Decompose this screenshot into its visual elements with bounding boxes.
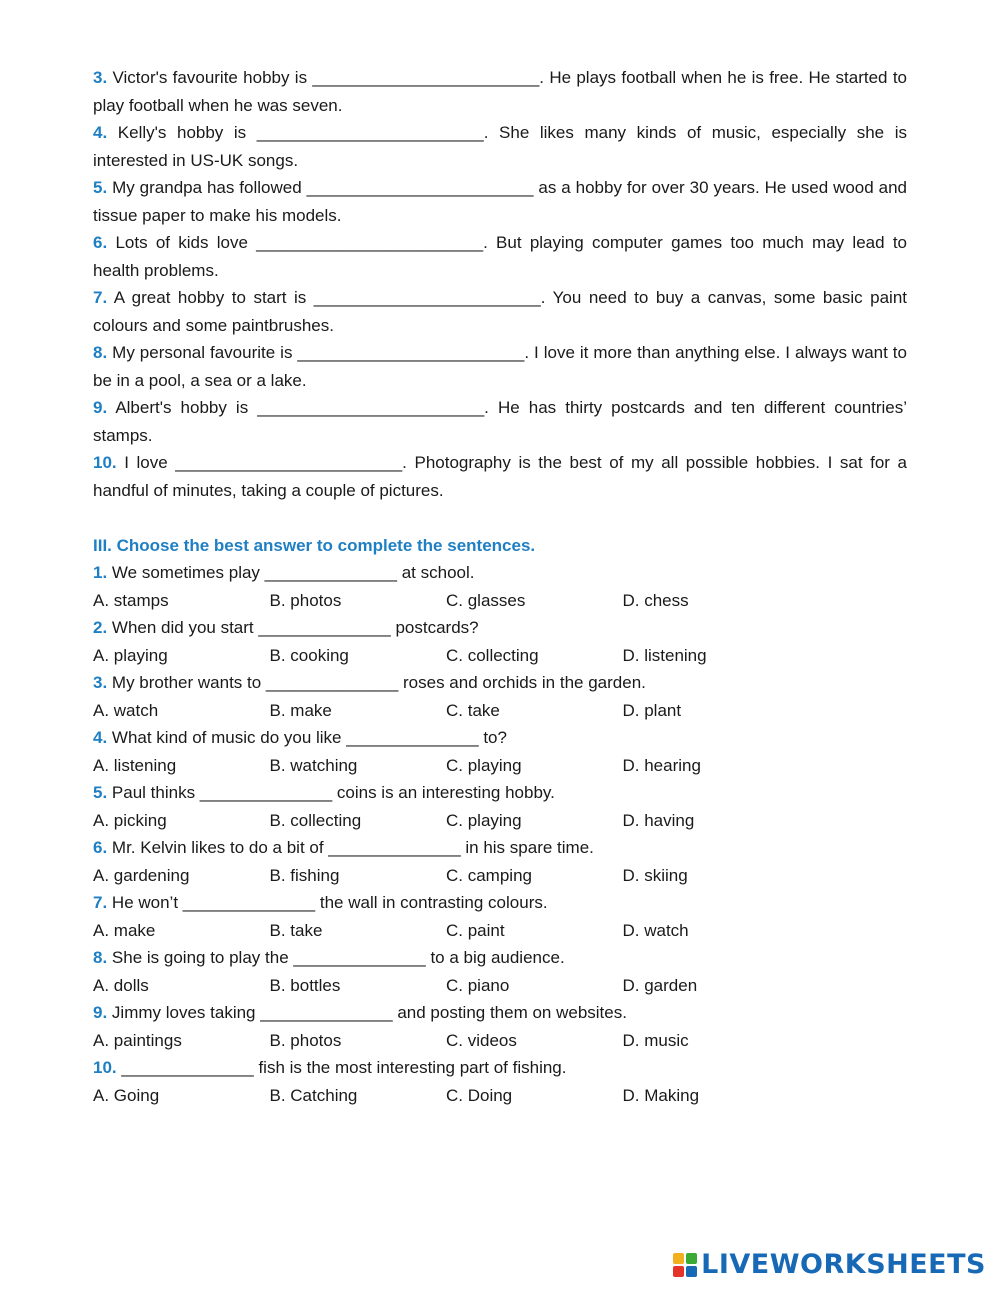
option-a: A. paintings bbox=[93, 1030, 182, 1050]
item-text: My grandpa has followed ________________________ as a hobby for over 30 years. He used wood and tissue paper to make his models. bbox=[93, 178, 907, 225]
answer-options bbox=[93, 587, 907, 615]
item-text: Lots of kids love ________________________. But playing computer games too much may lead to health problems. bbox=[93, 233, 907, 280]
option-c: C. playing bbox=[446, 755, 522, 775]
exercise-item bbox=[93, 119, 907, 174]
question bbox=[93, 889, 907, 917]
logo-text: LIVEWORKSHEETS bbox=[701, 1249, 986, 1280]
option-a: A. dolls bbox=[93, 975, 149, 995]
section-heading: III. Choose the best answer to complete the sentences. bbox=[93, 535, 536, 555]
answer-options bbox=[93, 807, 907, 835]
option-c: C. take bbox=[446, 700, 500, 720]
question bbox=[93, 669, 907, 697]
option-d: D. Making bbox=[622, 1085, 700, 1105]
option-d: D. chess bbox=[622, 590, 689, 610]
item-number: 6. bbox=[93, 233, 108, 252]
question-number: 1. bbox=[93, 563, 108, 582]
answer-options bbox=[93, 862, 907, 890]
question bbox=[93, 614, 907, 642]
answer-options bbox=[93, 697, 907, 725]
question-block bbox=[93, 834, 907, 889]
option-d: D. listening bbox=[622, 645, 707, 665]
logo-square-red bbox=[673, 1266, 684, 1277]
item-text: Albert's hobby is ________________________. He has thirty postcards and ten different countries’ stamps. bbox=[93, 398, 907, 445]
question-block bbox=[93, 724, 907, 779]
exercise-item bbox=[93, 174, 907, 229]
option-c: C. Doing bbox=[446, 1085, 513, 1105]
question-block bbox=[93, 779, 907, 834]
answer-options bbox=[93, 642, 907, 670]
item-text: Kelly's hobby is ________________________. She likes many kinds of music, especially she is interested in US-UK songs. bbox=[93, 123, 907, 170]
question bbox=[93, 559, 907, 587]
exercise-item bbox=[93, 284, 907, 339]
liveworksheets-logo[interactable] bbox=[673, 1249, 986, 1280]
option-a: A. listening bbox=[93, 755, 177, 775]
exercise-item bbox=[93, 64, 907, 119]
item-text: My personal favourite is ________________________. I love it more than anything else. I always want to be in a pool, a sea or a lake. bbox=[93, 343, 907, 390]
logo-square-green bbox=[686, 1253, 697, 1264]
option-c: C. collecting bbox=[446, 645, 539, 665]
question-block bbox=[93, 999, 907, 1054]
question-number: 2. bbox=[93, 618, 108, 637]
question-text: ______________ fish is the most interesting part of fishing. bbox=[116, 1058, 567, 1077]
option-b: B. bottles bbox=[269, 975, 341, 995]
logo-square-yellow bbox=[673, 1253, 684, 1264]
item-number: 5. bbox=[93, 178, 108, 197]
question bbox=[93, 999, 907, 1027]
question-number: 8. bbox=[93, 948, 108, 967]
option-b: B. photos bbox=[269, 1030, 342, 1050]
question-number: 9. bbox=[93, 1003, 108, 1022]
exercise-item bbox=[93, 394, 907, 449]
option-b: B. Catching bbox=[269, 1085, 358, 1105]
question-text: Paul thinks ______________ coins is an interesting hobby. bbox=[107, 783, 555, 802]
question-number: 3. bbox=[93, 673, 108, 692]
item-number: 7. bbox=[93, 288, 108, 307]
question-text: My brother wants to ______________ roses and orchids in the garden. bbox=[107, 673, 646, 692]
item-number: 3. bbox=[93, 68, 108, 87]
question-block bbox=[93, 944, 907, 999]
question-text: Mr. Kelvin likes to do a bit of ______________ in his spare time. bbox=[107, 838, 594, 857]
option-d: D. garden bbox=[622, 975, 698, 995]
question bbox=[93, 779, 907, 807]
answer-options bbox=[93, 752, 907, 780]
question-block bbox=[93, 614, 907, 669]
option-d: D. music bbox=[622, 1030, 689, 1050]
question-text: What kind of music do you like ______________ to? bbox=[107, 728, 507, 747]
option-b: B. collecting bbox=[269, 810, 362, 830]
option-c: C. piano bbox=[446, 975, 510, 995]
option-c: C. glasses bbox=[446, 590, 526, 610]
option-a: A. gardening bbox=[93, 865, 190, 885]
option-d: D. skiing bbox=[622, 865, 688, 885]
question bbox=[93, 834, 907, 862]
answer-options bbox=[93, 1082, 907, 1110]
question-text: We sometimes play ______________ at school. bbox=[107, 563, 475, 582]
exercise-item bbox=[93, 449, 907, 504]
exercise-item bbox=[93, 339, 907, 394]
item-text: A great hobby to start is ________________________. You need to buy a canvas, some basic paint colours and some paintbrushes. bbox=[93, 288, 907, 335]
option-a: A. stamps bbox=[93, 590, 169, 610]
question-block bbox=[93, 559, 907, 614]
fill-in-section bbox=[93, 64, 907, 504]
item-number: 9. bbox=[93, 398, 108, 417]
option-c: C. playing bbox=[446, 810, 522, 830]
item-number: 10. bbox=[93, 453, 117, 472]
item-text: Victor's favourite hobby is ________________________. He plays football when he is free. He started to play football when he was seven. bbox=[93, 68, 907, 115]
answer-options bbox=[93, 917, 907, 945]
option-a: A. picking bbox=[93, 810, 167, 830]
answer-options bbox=[93, 1027, 907, 1055]
question-number: 10. bbox=[93, 1058, 117, 1077]
item-text: I love ________________________. Photography is the best of my all possible hobbies. I sat for a handful of minutes, taking a couple of pictures. bbox=[93, 453, 907, 500]
question-text: He won’t ______________ the wall in contrasting colours. bbox=[107, 893, 548, 912]
multiple-choice-section bbox=[93, 559, 907, 1109]
item-number: 4. bbox=[93, 123, 108, 142]
option-a: A. playing bbox=[93, 645, 168, 665]
option-b: B. photos bbox=[269, 590, 342, 610]
question bbox=[93, 944, 907, 972]
option-b: B. watching bbox=[269, 755, 358, 775]
option-a: A. Going bbox=[93, 1085, 160, 1105]
option-d: D. hearing bbox=[622, 755, 701, 775]
question-number: 4. bbox=[93, 728, 108, 747]
question-block bbox=[93, 669, 907, 724]
question-number: 6. bbox=[93, 838, 108, 857]
option-b: B. cooking bbox=[269, 645, 349, 665]
question-number: 5. bbox=[93, 783, 108, 802]
option-d: D. watch bbox=[622, 920, 689, 940]
option-b: B. take bbox=[269, 920, 323, 940]
question-text: Jimmy loves taking ______________ and posting them on websites. bbox=[107, 1003, 627, 1022]
question-text: She is going to play the ______________ to a big audience. bbox=[107, 948, 565, 967]
option-b: B. make bbox=[269, 700, 332, 720]
exercise-item bbox=[93, 229, 907, 284]
option-d: D. plant bbox=[622, 700, 682, 720]
question-block bbox=[93, 1054, 907, 1109]
option-a: A. make bbox=[93, 920, 156, 940]
option-a: A. watch bbox=[93, 700, 159, 720]
item-number: 8. bbox=[93, 343, 108, 362]
option-c: C. videos bbox=[446, 1030, 517, 1050]
question-block bbox=[93, 889, 907, 944]
question bbox=[93, 1054, 907, 1082]
logo-squares-icon bbox=[673, 1253, 697, 1277]
option-b: B. fishing bbox=[269, 865, 340, 885]
question-number: 7. bbox=[93, 893, 108, 912]
option-d: D. having bbox=[622, 810, 695, 830]
logo-square-blue bbox=[686, 1266, 697, 1277]
worksheet-page bbox=[93, 64, 907, 1109]
question-text: When did you start ______________ postcards? bbox=[107, 618, 479, 637]
answer-options bbox=[93, 972, 907, 1000]
question bbox=[93, 724, 907, 752]
option-c: C. paint bbox=[446, 920, 505, 940]
option-c: C. camping bbox=[446, 865, 532, 885]
